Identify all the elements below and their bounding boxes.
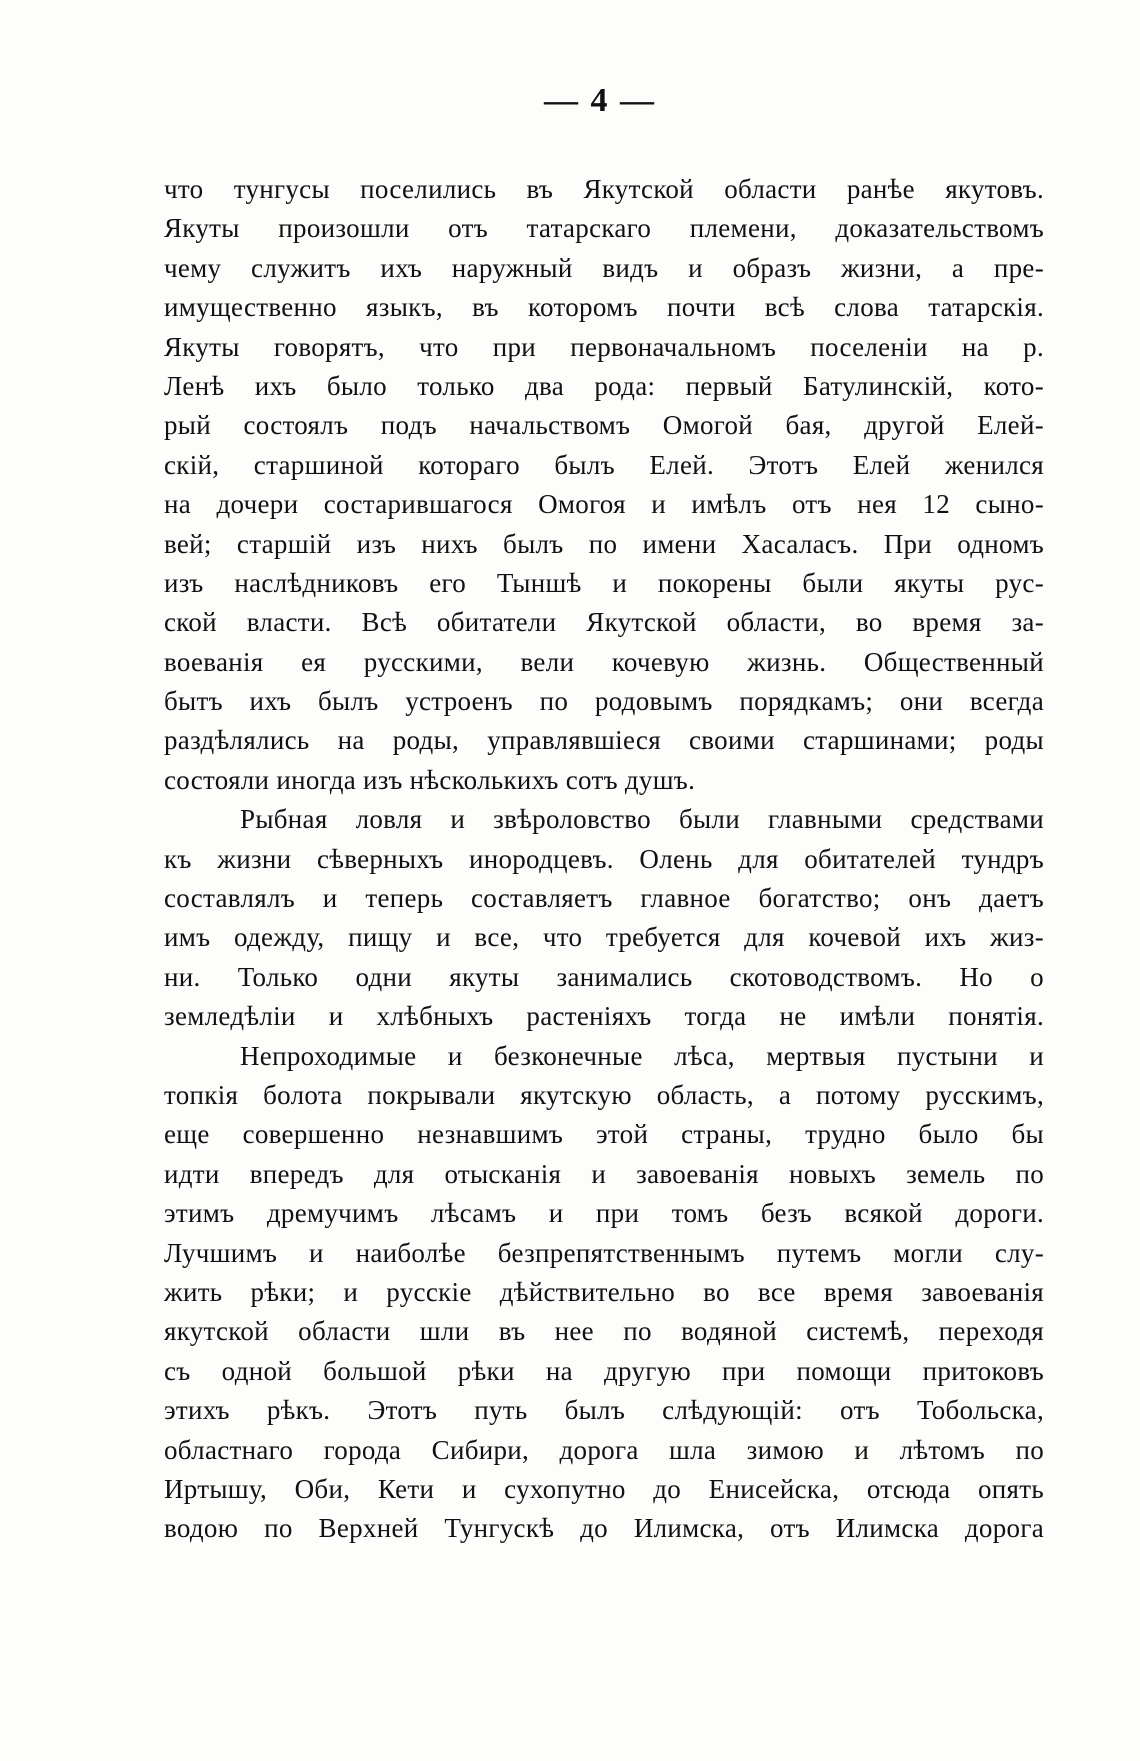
text-line: скій, старшиной котораго былъ Елей. Этотъ Елей женился [164, 449, 1044, 480]
text-line: имъ одежду, пищу и все, что требуется для кочевой ихъ жиз- [164, 922, 1044, 953]
text-line: Рыбная ловля и звѣроловство были главными средствами [240, 804, 1044, 835]
text-line: изъ наслѣдниковъ его Тыншѣ и покорены были якуты рус- [164, 567, 1044, 598]
text-line: вей; старшій изъ нихъ былъ по имени Хасаласъ. При одномъ [164, 528, 1044, 559]
text-line: Непроходимые и безконечные лѣса, мертвыя пустыни и [240, 1040, 1044, 1071]
text-line: якутской области шли въ нее по водяной системѣ, переходя [164, 1316, 1044, 1347]
text-line: земледѣліи и хлѣбныхъ растеніяхъ тогда не имѣли понятія. [164, 1001, 1044, 1032]
text-line: воеванія ея русскими, вели кочевую жизнь. Общественный [164, 646, 1044, 677]
text-line: ни. Только одни якуты занимались скотоводствомъ. Но о [164, 961, 1044, 992]
text-line: имущественно языкъ, въ которомъ почти всѣ слова татарскія. [164, 292, 1044, 323]
text-line: раздѣлялись на роды, управлявшіеся своими старшинами; роды [164, 725, 1044, 756]
text-line: Лучшимъ и наиболѣе безпрепятственнымъ путемъ могли слу- [164, 1237, 1044, 1268]
body-text [164, 170, 1044, 1549]
text-line: идти впередъ для отысканія и завоеванія новыхъ земель по [164, 1158, 1044, 1189]
text-line: къ жизни сѣверныхъ инородцевъ. Олень для обитателей тундръ [164, 843, 1044, 874]
text-line: состояли иногда изъ нѣсколькихъ сотъ душъ. [164, 764, 696, 795]
text-line: Ленѣ ихъ было только два рода: первый Батулинскій, кото- [164, 370, 1044, 401]
text-line: водою по Верхней Тунгускѣ до Илимска, отъ Илимска дорога [164, 1513, 1044, 1544]
text-line: еще совершенно незнавшимъ этой страны, трудно было бы [164, 1119, 1044, 1150]
text-line: на дочери состарившагося Омогоя и имѣлъ отъ нея 12 сыно- [164, 489, 1044, 520]
text-line: жить рѣки; и русскіе дѣйствительно во все время завоеванія [164, 1276, 1044, 1307]
text-line: этимъ дремучимъ лѣсамъ и при томъ безъ всякой дороги. [164, 1198, 1044, 1229]
text-line: этихъ рѣкъ. Этотъ путь былъ слѣдующій: отъ Тобольска, [164, 1395, 1044, 1426]
page-number: — 4 — [544, 82, 656, 119]
text-line: Якуты произошли отъ татарскаго племени, доказательствомъ [164, 213, 1044, 244]
text-line: Якуты говорятъ, что при первоначальномъ поселеніи на р. [164, 331, 1044, 362]
text-line: ской власти. Всѣ обитатели Якутской области, во время за- [164, 607, 1044, 638]
text-line: чему служитъ ихъ наружный видъ и образъ жизни, а пре- [164, 252, 1044, 283]
text-line: областнаго города Сибири, дорога шла зимою и лѣтомъ по [164, 1434, 1044, 1465]
text-line: топкія болота покрывали якутскую область, а потому русскимъ, [164, 1079, 1044, 1110]
text-line: что тунгусы поселились въ Якутской области ранѣе якутовъ. [164, 174, 1044, 204]
text-line: составлялъ и теперь составляетъ главное богатство; онъ даетъ [164, 883, 1044, 914]
text-line: бытъ ихъ былъ устроенъ по родовымъ порядкамъ; они всегда [164, 686, 1044, 717]
text-line: съ одной большой рѣки на другую при помощи притоковъ [164, 1355, 1044, 1386]
text-line: рый состоялъ подъ начальствомъ Омогой бая, другой Елей- [164, 410, 1044, 441]
text-line: Иртышу, Оби, Кети и сухопутно до Енисейска, отсюда опять [164, 1473, 1044, 1504]
